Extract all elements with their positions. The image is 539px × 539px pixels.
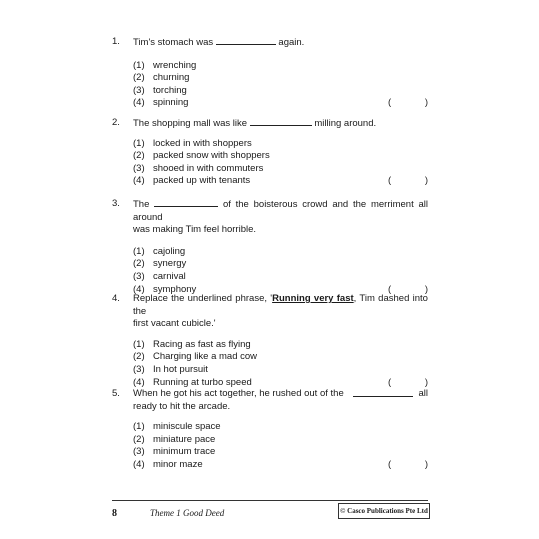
question-1 — [112, 36, 428, 110]
question-stem-continued: first vacant cubicle.' — [133, 318, 216, 330]
option[interactable]: (4) minor maze ( ) — [133, 458, 428, 470]
option[interactable]: (1) locked in with shoppers — [133, 137, 252, 149]
option[interactable]: (1) miniscule space — [133, 421, 221, 433]
options-list — [133, 60, 428, 110]
footer-theme: Theme 1 Good Deed — [150, 508, 225, 518]
answer-blank[interactable] — [250, 117, 312, 126]
underlined-phrase: Running very fast — [272, 293, 354, 304]
option[interactable]: (4) packed up with tenants ( ) — [133, 175, 428, 187]
options-list — [133, 421, 428, 471]
option[interactable]: (2) synergy — [133, 258, 187, 270]
answer-bracket[interactable]: ( ) — [388, 175, 428, 187]
option[interactable]: (2) Charging like a mad cow — [133, 351, 258, 363]
options-list — [133, 339, 428, 389]
question-number: 5. — [112, 388, 120, 399]
option[interactable]: (4) Running at turbo speed ( ) — [133, 376, 428, 388]
question-number: 2. — [112, 117, 120, 128]
question-stem: Tim's stomach was again. — [133, 37, 305, 48]
question-stem-continued: ready to hit the arcade. — [133, 400, 231, 412]
answer-blank[interactable] — [216, 36, 276, 45]
page-number: 8 — [112, 508, 117, 519]
option[interactable]: (3) torching — [133, 84, 187, 96]
option[interactable]: (3) minimum trace — [133, 446, 216, 458]
question-stem: Replace the underlined phrase, 'Running very fast, Tim dashed into the — [133, 293, 428, 317]
option[interactable]: (2) miniature pace — [133, 433, 216, 445]
option[interactable]: (4) spinning ( ) — [133, 97, 428, 109]
answer-bracket[interactable]: ( ) — [388, 376, 428, 388]
option[interactable]: (1) cajoling — [133, 245, 186, 257]
question-5 — [112, 388, 428, 472]
answer-blank[interactable] — [353, 388, 413, 397]
question-stem-continued: was making Tim feel horrible. — [133, 224, 257, 236]
question-2 — [112, 117, 428, 188]
publisher-credit: © Casco Publications Pte Ltd — [338, 503, 430, 519]
footer-divider — [112, 500, 428, 501]
option[interactable]: (3) carnival — [133, 270, 186, 282]
option[interactable]: (1) wrenching — [133, 59, 197, 71]
question-number: 4. — [112, 293, 120, 304]
question-number: 3. — [112, 198, 120, 209]
question-stem: The shopping mall was like milling around. — [133, 118, 377, 129]
option[interactable]: (2) churning — [133, 72, 190, 84]
options-list — [133, 246, 428, 296]
question-stem: The of the boisterous crowd and the merriment all around — [133, 199, 429, 223]
option[interactable]: (2) packed snow with shoppers — [133, 150, 270, 162]
question-3 — [112, 198, 428, 296]
options-list — [133, 138, 428, 188]
question-stem: When he got his act together, he rushed out of the all — [133, 388, 428, 399]
option[interactable]: (3) In hot pursuit — [133, 363, 208, 375]
answer-bracket[interactable]: ( ) — [388, 458, 428, 470]
answer-blank[interactable] — [154, 198, 218, 207]
answer-bracket[interactable]: ( ) — [388, 283, 428, 295]
question-4 — [112, 293, 428, 389]
option[interactable]: (3) shooed in with commuters — [133, 162, 264, 174]
answer-bracket[interactable]: ( ) — [388, 97, 428, 109]
option[interactable]: (4) symphony ( ) — [133, 283, 428, 295]
question-number: 1. — [112, 36, 120, 47]
option[interactable]: (1) Racing as fast as flying — [133, 338, 251, 350]
